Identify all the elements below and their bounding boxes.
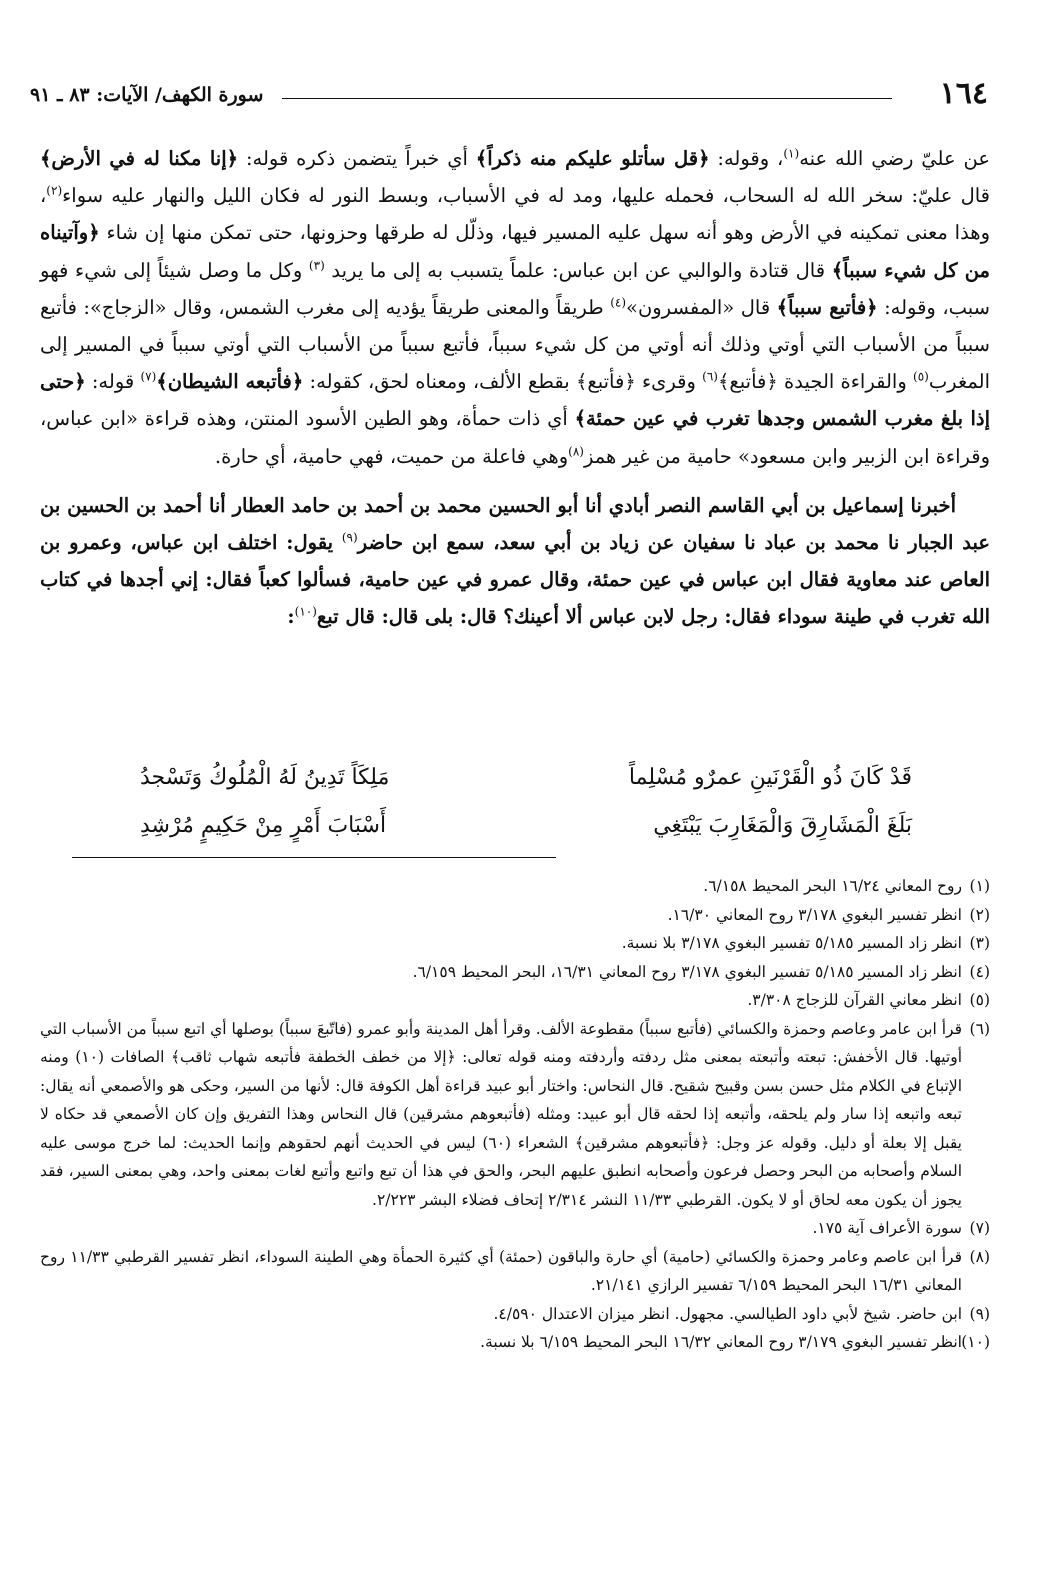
footnote-ref: (٥) — [913, 369, 929, 384]
text-span: قال عليّ: سخر الله له السحاب، فحمله عليها، ومد له في الأسباب، وبسط النور له فكان الليل والنهار عليه سواء — [62, 184, 990, 208]
footnote-number: (٤) — [969, 962, 990, 981]
footnotes — [40, 872, 990, 1357]
footnote-ref: (٤) — [610, 295, 627, 310]
footnote-ref: (٧) — [140, 369, 157, 384]
footnote-ref: (٦) — [702, 369, 718, 384]
footnote-text: قرأ ابن عاصم وعامر وحمزة والكسائي (حامية) أي حارة والباقون (حمئة) أي كثيرة الحمأة وهي الطينة السوداء، انظر تفسير القرطبي ١١/٣٣ روح المعاني ١٦/٣١ البحر المحيط ٦/١٥٩ تفسير الرازي ٢١/١٤١. — [40, 1247, 962, 1294]
footnote — [40, 1015, 990, 1215]
text-span: أي خبراً يتضمن ذكره قوله: — [238, 147, 476, 170]
footnote — [40, 958, 990, 987]
footnote-number: (١) — [969, 877, 990, 895]
footnote-number: (٩) — [969, 1304, 990, 1323]
text-span: والقراءة الجيدة — [777, 370, 913, 394]
footnote — [40, 929, 990, 958]
footnote-text: انظر تفسير البغوي ٣/١٧٨ روح المعاني ١٦/٣٠. — [667, 905, 962, 924]
text-span: قال «المفسرون» — [626, 295, 777, 319]
verse-second-hemistich: أَسْبَابَ أَمْرٍ مِنْ حَكِيمٍ مُرْشِدِ — [140, 813, 387, 838]
verse-second-hemistich: مَلِكَاً تَدِينُ لَهُ الْمُلُوكُ وَتَسْجدُ — [140, 765, 390, 790]
header-rule — [282, 98, 892, 99]
quran-quote: ﴿فأتبع﴾ — [575, 370, 636, 394]
footnote-ref: (١) — [783, 146, 800, 161]
footnote-number: (١٠) — [961, 1333, 990, 1351]
quran-quote: ﴿فأتبعه الشيطان﴾ — [156, 370, 304, 394]
footnote-text: انظر زاد المسير ٥/١٨٥ تفسير البغوي ٣/١٧٨ بلا نسبة. — [621, 934, 962, 952]
text-span: ، وقوله: — [709, 147, 784, 170]
text-span: يقول: اختلف ابن عباس، وعمرو بن العاص عند معاوية فقال ابن عباس في عين حمئة، وقال عمرو في عين حامية، فسألوا كعباً فقال: إني أجدها في كتاب الله تغرب في طينة سوداء فقال: رجل لابن عباس ألا أعينك؟ قال: بلى قال: قال تبع — [40, 531, 990, 629]
quran-quote: ﴿حتى إذا بلغ مغرب الشمس وجدها تغرب في عين حمئة﴾ — [40, 370, 990, 431]
verse-first-hemistich: بَلَغَ الْمَشَارِقَ وَالْمَغَارِبَ يَبْتَغِي — [653, 813, 912, 838]
text-span: وهي فاعلة من حميت، فهي حامية، أي حارة. — [214, 444, 569, 468]
text-span: ، وهذا معنى تمكينه في الأرض وهو أنه سهل عليه المسير فيها، وذلّل له طرقها وحزونها، حتى تمكن منها إن شاء — [40, 184, 990, 245]
text-span: عن عليّ رضي الله عنه — [799, 147, 991, 170]
footnote-text: انظر معاني القرآن للزجاج ٣/٣٠٨. — [747, 991, 962, 1009]
footnote-number: (٧) — [969, 1219, 990, 1237]
verse-first-hemistich: قَدْ كَانَ ذُو الْقَرْنَينِ عمرٌو مُسْلِماً — [628, 765, 912, 790]
quran-quote: ﴿وآتيناه من كل شيء سبباً﴾ — [40, 221, 990, 282]
footnote-text: انظر زاد المسير ٥/١٨٥ تفسير البغوي ٣/١٧٨ روح المعاني ١٦/٣١، البحر المحيط ٦/١٥٩. — [412, 962, 962, 981]
footnote-text: قرأ ابن عامر وعاصم وحمزة والكسائي (فأتبع سبباً) مقطوعة الألف. وقرأ أهل المدينة وأبو عمرو (فاتّبعَ سبباً) بوصلها أي اتبع سبباً من الأسباب التي أوتيها. قال الأخفش: تبعته وأتبعته بمعنى مثل ردفته وأردفته ومنه قوله تعالى: ﴿إلا من خطف الخطفة فأتبعه شهاب ثاقب﴾ الصافات (١٠) ومنه الإتباع في الكلام مثل حسن بسن وقبيح شقيح. قال النحاس: واختار أبو عبيد قراءة أهل الكوفة قال: لأنها من السير، وحكى هو والأصمعي أنه يقال: تبعه واتبعه إذا سار ولم يلحقه، وأتبعه إذا لحقه قال أبو عبيد: ومثله (فأتبعوهم مشرقين) قال النحاس وهذا التفريق وإن كان الأصمعي قد حكاه لا يقبل إلا بعلة أو دليل. وقوله عز وجل: ﴿فأتبعوهم مشرقين﴾ الشعراء (٦٠) ليس في الحديث أنهم لحقوهم وإنما الحديث: لما خرج موسى عليه السلام وأصحابه من البحر وحصل فرعون وأصحابه انطبق عليهم البحر، والحق في هذا أن تبع واتبع وأتبع لغات بمعنى واحد، وهي بمعنى السير، فقد يجوز أن يكون معه لحاق أو لا يكون. القرطبي ١١/٣٣ النشر ٢/٣١٤ إتحاف فضلاء البشر ٢/٢٢٣. — [40, 1019, 962, 1209]
footnote — [40, 872, 990, 901]
footnote-text: انظر تفسير البغوي ٣/١٧٩ روح المعاني ١٦/٣٢ البحر المحيط ٦/١٥٩ بلا نسبة. — [480, 1333, 962, 1351]
footnote-text: سورة الأعراف آية ١٧٥. — [812, 1219, 962, 1237]
main-text — [40, 140, 990, 636]
footnote-number: (٢) — [969, 905, 990, 924]
footnote-ref: (٢) — [46, 183, 63, 198]
running-title: سورة الكهف/ الآيات: ٨٣ ـ ٩١ — [30, 84, 264, 106]
quran-quote: ﴿قل سأتلو عليكم منه ذكراً﴾ — [475, 147, 710, 170]
footnote-number: (٦) — [969, 1019, 990, 1038]
text-span: بقطع الألف، ومعناه لحق، كقوله: — [303, 370, 576, 394]
paragraph-commentary — [40, 140, 990, 475]
paragraph-hadith — [40, 487, 990, 636]
footnote-ref: (١٠) — [294, 604, 317, 619]
footnote-ref: (٨) — [568, 444, 584, 459]
page-number: ١٦٤ — [939, 76, 988, 111]
footnote-number: (٨) — [969, 1247, 990, 1266]
footnote — [40, 1300, 990, 1329]
footnote — [40, 1214, 990, 1243]
footnote — [40, 986, 990, 1015]
quran-quote: ﴿إنا مكنا له في الأرض﴾ — [40, 147, 239, 170]
footnote — [40, 1243, 990, 1300]
poetry-verses — [140, 754, 912, 850]
quran-quote: ﴿فأتبع﴾ — [717, 370, 778, 394]
text-span: قوله: — [85, 370, 141, 394]
text-span: أخبرنا إسماعيل بن أبي القاسم النصر أبادي أنا أبو الحسين محمد بن أحمد بن حامد العطار أنا أحمد بن الحسين بن عبد الجبار نا محمد بن عباد نا سفيان عن زياد بن أبي سعد، سمع ابن حاضر — [40, 493, 991, 555]
footnote — [40, 1328, 990, 1357]
text-span: وكل ما وصل شيئاً إلى شيء فهو سبب، وقوله: — [40, 258, 990, 319]
page-header — [30, 76, 988, 116]
text-span: قال قتادة والوالبي عن ابن عباس: علماً يتسبب به إلى ما يريد — [324, 258, 832, 282]
verse-line — [140, 754, 912, 802]
text-span: وقرىء — [635, 370, 703, 394]
text-span: أي ذات حمأة، وهو الطين الأسود المنتن، وهذه قراءة «ابن عباس، وقراءة ابن الزبير وابن مسعود» حامية من غير همز — [40, 407, 990, 468]
verse-line — [140, 802, 912, 850]
footnote-text: روح المعاني ١٦/٢٤ البحر المحيط ٦/١٥٨. — [703, 877, 962, 895]
footnote — [40, 901, 990, 930]
footnote-ref: (٣) — [308, 258, 325, 273]
footnote-number: (٥) — [969, 991, 990, 1009]
text-span: : — [287, 605, 295, 629]
text-span: طريقاً والمعنى طريقاً يؤديه إلى مغرب الشمس، وقال «الزجاج»: فأتبع سبباً من الأسباب التي أوتي وذلك أنه أوتي من كل شيء سبباً، فأتبع سبباً من الأسباب التي أوتي سبباً في المسير إلى المغرب — [40, 295, 990, 394]
quran-quote: ﴿فأتبع سبباً﴾ — [776, 295, 878, 319]
footnote-ref: (٩) — [341, 530, 358, 545]
footnote-separator — [72, 857, 556, 858]
footnote-text: ابن حاضر. شيخ لأبي داود الطيالسي. مجهول. انظر ميزان الاعتدال ٤/٥٩٠. — [493, 1304, 962, 1323]
footnote-number: (٣) — [969, 934, 990, 952]
